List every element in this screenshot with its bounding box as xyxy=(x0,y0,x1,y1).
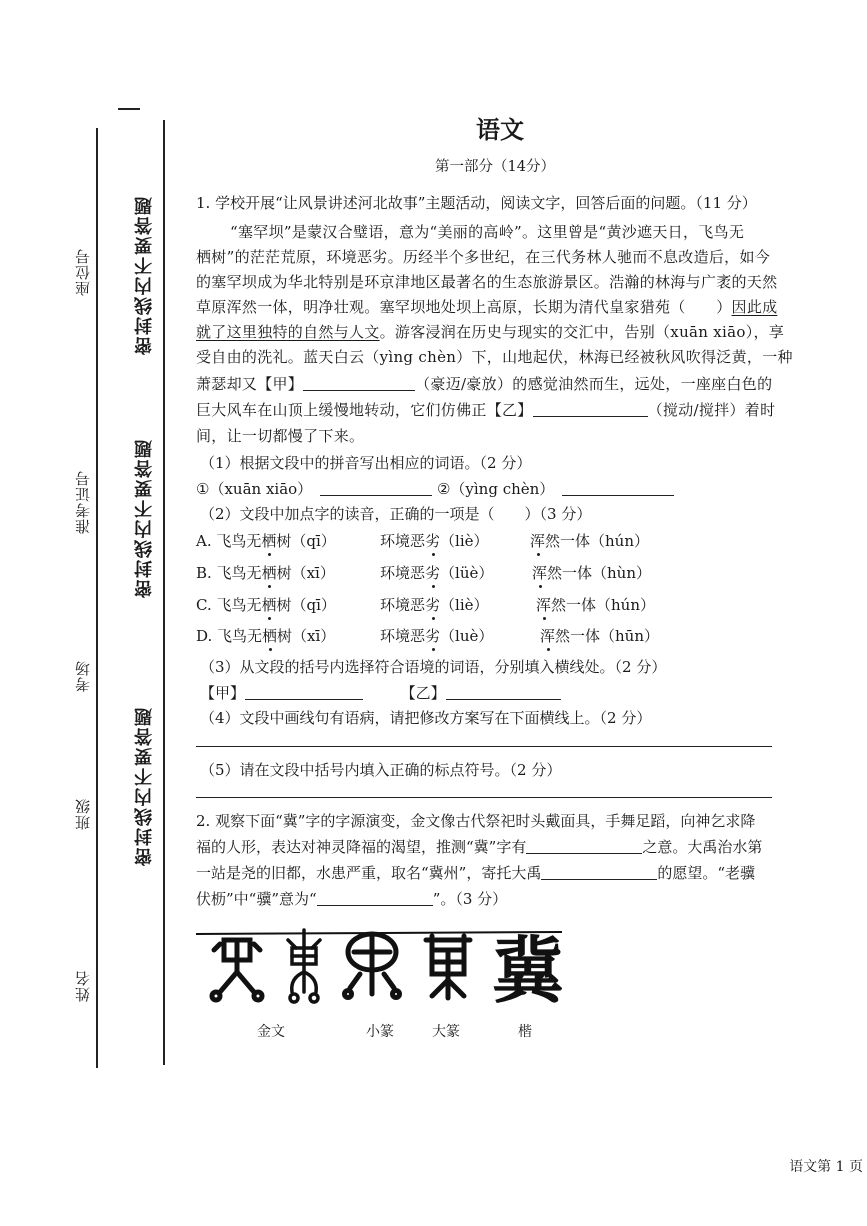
q1-para-line-7 xyxy=(196,373,772,394)
q1-para-line-4 xyxy=(196,296,777,317)
option-c[interactable]: C. 飞鸟无栖树（qī） xyxy=(196,596,336,614)
seal-warning-2: 密封线内不要答题 xyxy=(134,438,155,598)
q2-line-4: 伏枥”中“骥”意为“ ”。（3 分） xyxy=(196,890,508,908)
option-d-b: 环境恶劣（luè） xyxy=(380,627,494,645)
option-a-b: 环境恶劣（liè） xyxy=(380,532,489,550)
large-seal-glyph xyxy=(345,934,400,998)
q1-para-line-1: “塞罕坝”是蒙汉合璧语，意为“美丽的高岭”。这里曾是“黄沙遮天日，飞鸟无 xyxy=(230,223,745,241)
exam-room-label: 考场 xyxy=(74,660,92,692)
q1-sub1: （1）根据文段中的拼音写出相应的词语。（2 分） xyxy=(200,454,532,472)
sub3-yi-blank[interactable] xyxy=(446,684,561,700)
binding-tick xyxy=(118,108,140,110)
option-b-b: 环境恶劣（lüè） xyxy=(380,564,494,582)
sub3-jia-label: 【甲】 xyxy=(200,684,246,702)
name-label: 姓名 xyxy=(74,970,92,1002)
q1-para-line-8-b: （搅动/搅拌）着时 xyxy=(647,401,776,419)
q1-para-line-8-a: 巨大风车在山顶上缓慢地转动，它们仿佛正【乙】 xyxy=(196,401,533,419)
q1-para-line-5 xyxy=(196,321,784,342)
regular-script-glyph: 冀 xyxy=(492,929,565,1008)
q2-blank-ji[interactable] xyxy=(317,890,433,906)
sub1-item-b: ②（yìng chèn） xyxy=(436,480,555,498)
q1-sub5: （5）请在文段中括号内填入正确的标点符号。（2 分） xyxy=(200,761,562,779)
sub1-blank-a[interactable] xyxy=(320,480,432,496)
page-number: 语文第 1 页 xyxy=(789,1159,863,1175)
exam-number-label: 准考证号 xyxy=(74,470,92,534)
q1-underlined-sentence-a: 因此成 xyxy=(731,298,778,316)
q1-sub4: （4）文段中画线句有语病，请把修改方案写在下面横线上。（2 分） xyxy=(200,709,652,727)
q1-sub1-answers xyxy=(196,478,674,499)
q1-para-line-2: 栖树”的茫茫荒原，环境恶劣。历经半个多世纪，在三代务林人驰而不息改造后，如今 xyxy=(196,248,771,266)
q1-para-line-7-b: （豪迈/豪放）的感觉油然而生，远处，一座座白色的 xyxy=(415,375,773,393)
q1-para-line-9: 间，让一切都慢了下来。 xyxy=(196,427,365,445)
glyph-label-bronze: 金文 xyxy=(257,1024,285,1040)
q1-para-line-5-text: 。游客浸润在历史与现实的交汇中，告别（xuān xiāo），享 xyxy=(379,323,785,341)
q1-para-line-4-text: 草原浑然一体，明净壮观。塞罕坝地处坝上高原，长期为清代皇家猎苑（ ） xyxy=(196,298,732,316)
seat-number-blank xyxy=(96,248,97,308)
yi-inline-blank[interactable] xyxy=(533,401,648,417)
q2-blank-wish[interactable] xyxy=(541,864,657,880)
sub5-divider-line xyxy=(196,797,772,798)
seal-warning-3: 密封线内不要答题 xyxy=(134,706,155,866)
option-b-c: 浑然一体（hùn） xyxy=(532,564,651,582)
q2-line-2: 福的人形，表达对神灵降福的渴望，推测“冀”字有 之意。大禹治水第 xyxy=(196,838,763,856)
jia-inline-blank[interactable] xyxy=(303,375,415,391)
option-d-c: 浑然一体（hūn） xyxy=(540,627,659,645)
option-c-c: 浑然一体（hún） xyxy=(536,596,655,614)
q1-para-line-8 xyxy=(196,399,775,420)
small-seal-glyph xyxy=(288,930,320,1002)
q1-para-line-6: 受自由的洗礼。蓝天白云（yìng chèn）下，山地起伏，林海已经被秋风吹得泛黄，一种 xyxy=(196,348,793,366)
glyph-label-regular: 楷 xyxy=(518,1024,532,1040)
q1-para-line-3: 的塞罕坝成为华北特别是环京津地区最著名的生态旅游景区。浩瀚的林海与广袤的天然 xyxy=(196,273,778,291)
seat-number-label: 座位号 xyxy=(74,248,92,296)
q1-stem: 1. 学校开展“让风景讲述河北故事”主题活动，阅读文字，回答后面的问题。（11 分） xyxy=(196,194,757,212)
sub1-item-a: ①（xuān xiāo） xyxy=(196,480,313,498)
option-a[interactable]: A. 飞鸟无栖树（qī） xyxy=(196,532,336,550)
option-a-c: 浑然一体（hún） xyxy=(530,532,649,550)
q1-sub3-answers xyxy=(200,682,561,703)
glyph-label-large-seal: 大篆 xyxy=(432,1024,460,1040)
large-seal-glyph-variant xyxy=(426,936,470,998)
sub1-blank-b[interactable] xyxy=(562,480,674,496)
binding-line-inner xyxy=(163,120,165,1065)
q1-sub3: （3）从文段的括号内选择符合语境的词语，分别填入横线处。（2 分） xyxy=(200,658,667,676)
bronze-script-glyph xyxy=(212,940,262,1000)
option-b[interactable]: B. 飞鸟无栖树（xī） xyxy=(196,564,335,582)
glyph-evolution-figure xyxy=(190,922,570,1008)
q2-line-1: 2. 观察下面“冀”字的字源演变，金文像古代祭祀时头戴面具，手舞足蹈，向神乞求降 xyxy=(196,812,756,830)
sub3-jia-blank[interactable] xyxy=(245,684,363,700)
section-heading: 第一部分（14分） xyxy=(435,159,555,175)
seal-warning-1: 密封线内不要答题 xyxy=(134,195,155,355)
q1-underlined-sentence-b: 就了这里独特的自然与人文 xyxy=(196,323,380,341)
q2-blank-meaning[interactable] xyxy=(526,838,642,854)
option-d[interactable]: D. 飞鸟无栖树（xī） xyxy=(196,627,336,645)
glyph-label-small-seal: 小篆 xyxy=(366,1024,394,1040)
class-label: 班级 xyxy=(74,798,92,830)
option-c-b: 环境恶劣（liè） xyxy=(380,596,489,614)
q2-line-3: 一站是尧的旧都，水患严重，取名“冀州”，寄托大禹 的愿望。“老骥 xyxy=(196,864,756,882)
page-title: 语文 xyxy=(476,116,524,144)
sub4-answer-line[interactable] xyxy=(196,746,772,747)
q1-para-line-7-a: 萧瑟却又【甲】 xyxy=(196,375,304,393)
sub3-yi-label: 【乙】 xyxy=(400,684,446,702)
q1-sub2: （2）文段中加点字的读音，正确的一项是（ ）（3 分） xyxy=(200,505,592,523)
